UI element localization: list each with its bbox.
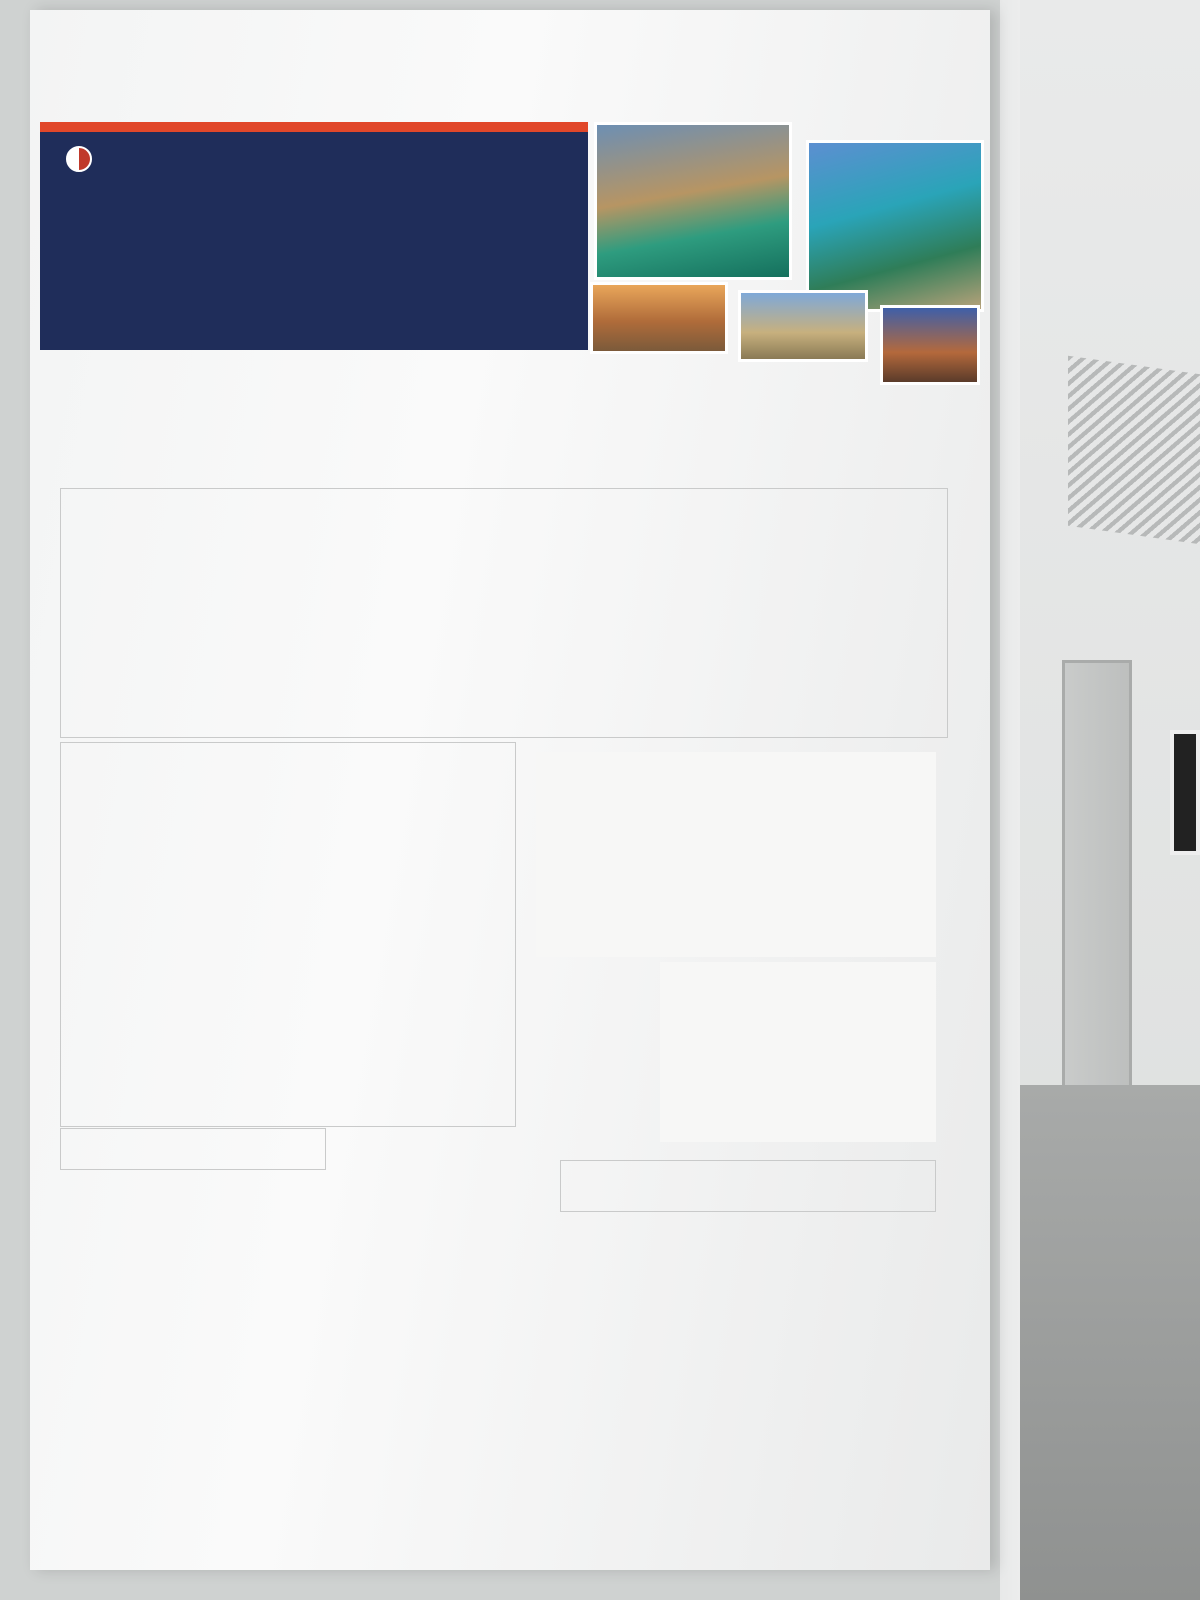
hydrograph-charts-bottom xyxy=(660,962,936,1142)
conclusion-paragraph-1 xyxy=(476,1268,922,1368)
coast-photo xyxy=(806,140,984,312)
floor xyxy=(1020,1085,1200,1600)
university-logo-icon xyxy=(66,146,92,172)
results-heading-box xyxy=(60,1128,326,1170)
methodology-paragraph-4 xyxy=(66,952,506,1030)
introduction-paragraph-1 xyxy=(68,506,940,566)
conference-banner xyxy=(40,122,588,350)
introduction-paragraph-2 xyxy=(68,572,940,634)
methodology-paragraph-5 xyxy=(66,1090,506,1118)
methodology-paragraph-2 xyxy=(66,840,506,888)
hydrograph-charts-top xyxy=(536,752,936,957)
fig2-caption-box xyxy=(560,1160,936,1212)
hydrograph-panel-top xyxy=(536,752,936,957)
beach-photo xyxy=(738,290,868,362)
conclusion-paragraph-3 xyxy=(472,1430,918,1540)
background-door xyxy=(1062,660,1132,1100)
university-name xyxy=(66,146,100,172)
hydrograph-panel-bottom xyxy=(660,962,936,1142)
introduction-paragraph-3 xyxy=(68,640,940,730)
conclusion-paragraph-2 xyxy=(474,1372,920,1428)
wall-picture-frame xyxy=(1170,730,1200,855)
iwr-maps xyxy=(56,1170,476,1520)
ceiling-vent xyxy=(1068,356,1200,545)
castle-photo xyxy=(594,122,792,280)
mosque-photo xyxy=(880,305,980,385)
methodology-section xyxy=(60,742,516,1127)
ruins-photo xyxy=(590,282,728,354)
methodology-paragraph-3 xyxy=(66,892,506,920)
